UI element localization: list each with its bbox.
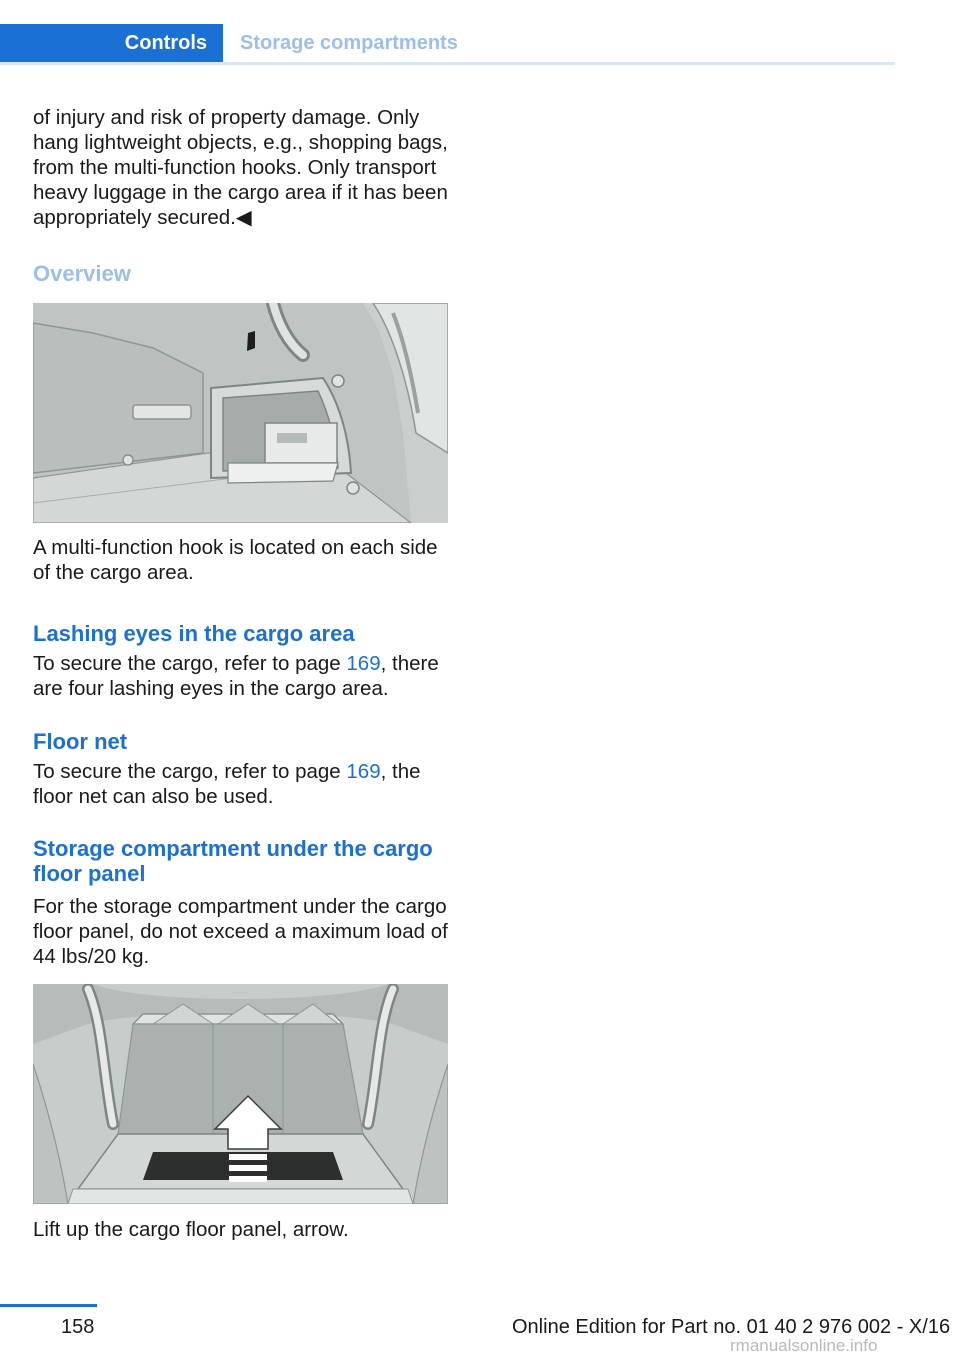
- section-tab[interactable]: Storage compartments: [240, 32, 458, 54]
- storage-compartment-heading: Storage compartment under the cargo floor panel: [33, 836, 433, 886]
- overview-caption: A multi-function hook is located on each side of the cargo area.: [33, 536, 438, 584]
- overview-heading-block: [33, 260, 448, 288]
- storage-compartment-section: [33, 836, 448, 969]
- intro-paragraph-block: [33, 105, 448, 230]
- chapter-tab[interactable]: Controls: [0, 24, 223, 62]
- page-header: [0, 24, 895, 65]
- lashing-eyes-heading: Lashing eyes in the cargo area: [33, 621, 355, 646]
- lashing-eyes-text-after: , there are four lashing eyes in the cargo area.: [33, 652, 439, 700]
- lashing-eyes-paragraph: [33, 651, 448, 701]
- floor-net-text-before: To secure the cargo, refer to page: [33, 760, 347, 783]
- floor-net-heading: Floor net: [33, 729, 128, 754]
- overview-caption-block: [33, 535, 448, 585]
- lashing-eyes-page-link[interactable]: 169: [346, 652, 381, 675]
- page-number: 158: [61, 1316, 95, 1338]
- floor-net-section: [33, 729, 448, 809]
- floor-net-page-link[interactable]: 169: [346, 760, 381, 783]
- overview-heading: Overview: [33, 261, 131, 286]
- storage-compartment-caption: Lift up the cargo floor panel, arrow.: [33, 1218, 349, 1241]
- cargo-area-side-image: [33, 303, 448, 523]
- lashing-eyes-section: [33, 621, 448, 701]
- watermark: rmanualsonline.info: [730, 1336, 878, 1355]
- cargo-floor-panel-image: [33, 984, 448, 1204]
- floor-net-text-after: , the floor net can also be used.: [33, 760, 421, 808]
- footer-edition: Online Edition for Part no. 01 40 2 976 002 - X/16: [512, 1316, 951, 1338]
- intro-paragraph: of injury and risk of property damage. Only hang lightweight objects, e.g., shopping bags, from the multi-function hooks. Only transport heavy luggage in the cargo area if it has been appropriately secured.◀: [33, 106, 448, 229]
- storage-compartment-paragraph: For the storage compartment under the cargo floor panel, do not exceed a maximum load of 44 lbs/20 kg.: [33, 895, 448, 968]
- floor-net-paragraph: [33, 759, 448, 809]
- page-number-rule: [0, 1304, 97, 1307]
- storage-compartment-caption-block: [33, 1217, 448, 1242]
- lashing-eyes-text-before: To secure the cargo, refer to page: [33, 652, 347, 675]
